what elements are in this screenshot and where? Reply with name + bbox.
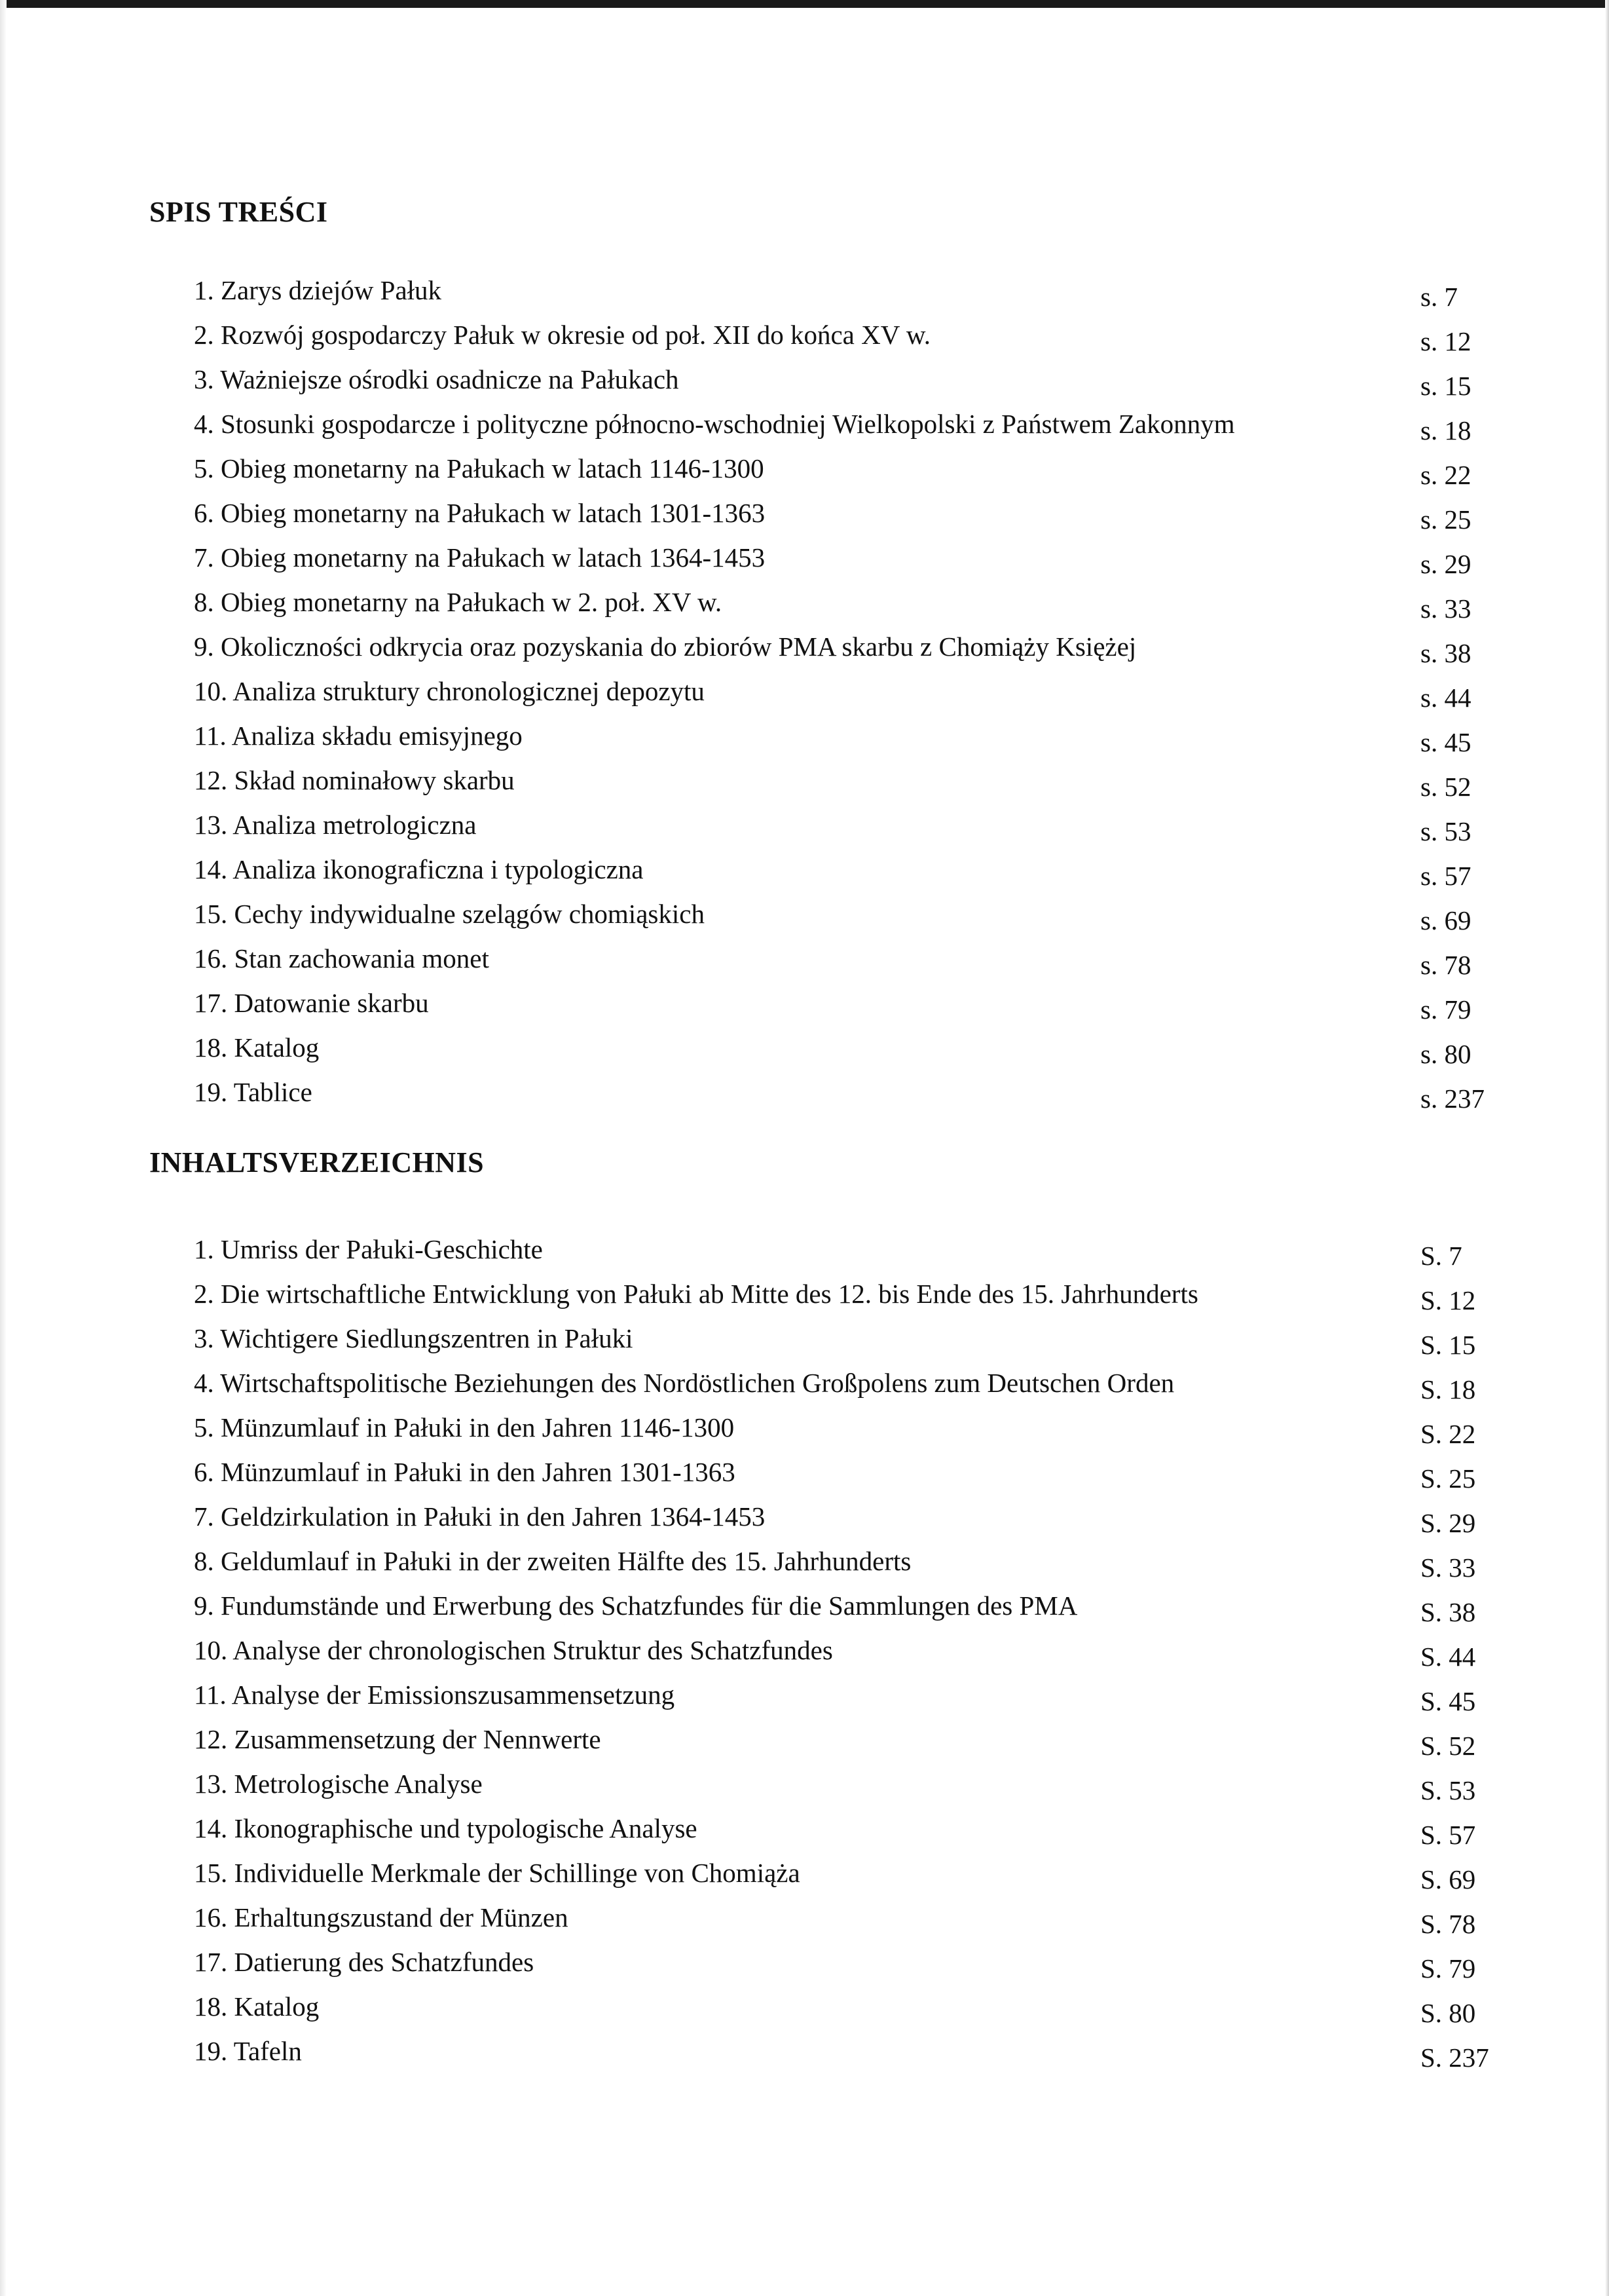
toc-entry-title: 6. Obieg monetarny na Pałukach w latach 1301-1363: [194, 498, 766, 528]
toc-entry-title: 2. Rozwój gospodarczy Pałuk w okresie od poł. XII do końca XV w.: [194, 320, 931, 350]
toc-entry: [194, 1228, 1461, 1273]
toc-entry-page: s. 78: [1420, 950, 1471, 980]
toc-entry-title: 13. Analiza metrologiczna: [194, 810, 477, 840]
toc-entry-title: 18. Katalog: [194, 1032, 320, 1063]
toc-entry: [194, 1026, 1471, 1071]
toc-entry-page: S. 80: [1420, 1998, 1476, 2028]
toc-entry-title: 14. Analiza ikonograficzna i typologiczna: [194, 854, 644, 884]
toc-entry: [194, 536, 1471, 581]
toc-entry-title: 15. Individuelle Merkmale der Schillinge von Chomiąża: [194, 1858, 800, 1888]
toc-entry-title: 1. Zarys dziejów Pałuk: [194, 275, 442, 305]
toc-entry-title: 13. Metrologische Analyse: [194, 1769, 483, 1799]
toc-entry-page: s. 80: [1420, 1039, 1471, 1069]
toc-entry-page: s. 38: [1420, 638, 1471, 668]
toc-entry-title: 11. Analiza składu emisyjnego: [194, 721, 523, 751]
toc-entry-page: s. 79: [1420, 994, 1471, 1025]
toc-entry-title: 9. Okoliczności odkrycia oraz pozyskania do zbiorów PMA skarbu z Chomiąży Księżej: [194, 631, 1137, 662]
toc-entry: [194, 2030, 1489, 2075]
toc-entry-title: 12. Skład nominałowy skarbu: [194, 765, 515, 795]
toc-entry-title: 16. Stan zachowania monet: [194, 943, 489, 973]
toc-entry: [194, 269, 1461, 314]
toc-entry-page: S. 15: [1420, 1330, 1476, 1360]
toc-entry-page: S. 38: [1420, 1597, 1476, 1627]
toc-entry-title: 3. Wichtigere Siedlungszentren in Pałuki: [194, 1323, 633, 1353]
scan-right-edge: [1605, 0, 1609, 2296]
toc-entry-title: 4. Wirtschaftspolitische Beziehungen des Nordöstlichen Großpolens zum Deutschen Orden: [194, 1368, 1175, 1398]
toc-entry: [194, 1585, 1476, 1629]
toc-entry-page: S. 52: [1420, 1731, 1476, 1761]
toc-entry-title: 2. Die wirtschaftliche Entwicklung von Pałuki ab Mitte des 12. bis Ende des 15. Jahrhunderts: [194, 1279, 1198, 1309]
toc-entry: [194, 982, 1471, 1026]
toc-entry-page: S. 12: [1420, 1285, 1476, 1315]
toc-entry-title: 8. Obieg monetarny na Pałukach w 2. poł. XV w.: [194, 587, 722, 617]
toc-entry-page: s. 53: [1420, 816, 1471, 846]
toc-entry-page: s. 57: [1420, 861, 1471, 891]
toc-entry: [194, 804, 1471, 848]
toc-entry-title: 19. Tafeln: [194, 2036, 302, 2066]
toc-entry-page: S. 45: [1420, 1686, 1476, 1716]
toc-entry: [194, 670, 1471, 715]
toc-entry-title: 7. Obieg monetarny na Pałukach w latach 1364-1453: [194, 542, 766, 573]
toc-entry-page: s. 52: [1420, 772, 1471, 802]
toc-entry-page: s. 15: [1420, 371, 1471, 401]
toc-entry-page: s. 25: [1420, 504, 1471, 535]
toc-entry: [194, 937, 1471, 982]
toc-entry: [194, 1629, 1476, 1674]
toc-entry-title: 9. Fundumstände und Erwerbung des Schatzfundes für die Sammlungen des PMA: [194, 1590, 1078, 1621]
toc-entry-page: S. 53: [1420, 1775, 1476, 1805]
toc-list-de: [194, 1228, 1489, 2075]
toc-entry-page: S. 79: [1420, 1953, 1476, 1984]
toc-entry-title: 5. Obieg monetarny na Pałukach w latach 1146-1300: [194, 453, 764, 483]
toc-entry: [194, 848, 1471, 893]
toc-entry: [194, 1362, 1476, 1406]
toc-entry-title: 7. Geldzirkulation in Pałuki in den Jahren 1364-1453: [194, 1501, 766, 1532]
section-heading-de: INHALTSVERZEICHNIS: [149, 1146, 485, 1178]
toc-entry-page: s. 7: [1420, 282, 1458, 312]
toc-entry-page: S. 44: [1420, 1642, 1476, 1672]
toc-entry-page: S. 237: [1420, 2042, 1489, 2073]
toc-entry-page: S. 78: [1420, 1909, 1476, 1939]
toc-entry: [194, 893, 1471, 937]
toc-entry: [194, 1406, 1476, 1451]
toc-entry-page: S. 69: [1420, 1864, 1476, 1894]
toc-entry: [194, 1451, 1476, 1496]
toc-entry-title: 18. Katalog: [194, 1991, 320, 2022]
toc-entry-title: 3. Ważniejsze ośrodki osadnicze na Pałukach: [194, 364, 679, 394]
toc-entry: [194, 1317, 1476, 1362]
toc-entry: [194, 1985, 1476, 2030]
toc-entry-page: S. 25: [1420, 1463, 1476, 1494]
toc-entry: [194, 358, 1471, 403]
toc-entry-title: 10. Analyse der chronologischen Struktur des Schatzfundes: [194, 1635, 833, 1665]
toc-entry: [194, 403, 1471, 447]
toc-entry-page: s. 12: [1420, 326, 1471, 356]
toc-entry: [194, 314, 1471, 358]
toc-entry-title: 17. Datierung des Schatzfundes: [194, 1947, 534, 1977]
toc-entry-page: S. 18: [1420, 1374, 1476, 1404]
toc-entry-title: 10. Analiza struktury chronologicznej depozytu: [194, 676, 705, 706]
scan-top-edge: [0, 0, 1609, 8]
toc-entry: [194, 626, 1471, 670]
toc-entry-title: 19. Tablice: [194, 1077, 312, 1107]
toc-entry: [194, 759, 1471, 804]
toc-entry-title: 16. Erhaltungszustand der Münzen: [194, 1902, 568, 1932]
toc-entry: [194, 1807, 1476, 1852]
toc-list-pl: [194, 269, 1485, 1116]
toc-entry-page: s. 22: [1420, 460, 1471, 490]
toc-entry: [194, 1852, 1476, 1896]
toc-entry-page: s. 44: [1420, 683, 1471, 713]
toc-entry: [194, 581, 1471, 626]
toc-entry-title: 8. Geldumlauf in Pałuki in der zweiten Hälfte des 15. Jahrhunderts: [194, 1546, 912, 1576]
toc-entry-page: s. 45: [1420, 727, 1471, 757]
toc-entry-page: s. 237: [1420, 1083, 1485, 1114]
toc-entry: [194, 1941, 1476, 1985]
toc-entry-title: 12. Zusammensetzung der Nennwerte: [194, 1724, 601, 1754]
scan-left-edge: [0, 0, 7, 2296]
toc-entry-title: 17. Datowanie skarbu: [194, 988, 429, 1018]
toc-entry: [194, 492, 1471, 536]
toc-entry-title: 4. Stosunki gospodarcze i polityczne północno-wschodniej Wielkopolski z Państwem Zakonnym: [194, 409, 1235, 439]
toc-entry-page: s. 69: [1420, 905, 1471, 935]
toc-entry-title: 5. Münzumlauf in Pałuki in den Jahren 1146-1300: [194, 1412, 735, 1442]
section-heading-pl: SPIS TREŚCI: [149, 196, 328, 228]
toc-entry-page: s. 33: [1420, 593, 1471, 624]
toc-entry-page: S. 57: [1420, 1820, 1476, 1850]
toc-entry: [194, 447, 1471, 492]
toc-entry-title: 14. Ikonographische und typologische Analyse: [194, 1813, 697, 1843]
toc-entry-page: S. 29: [1420, 1508, 1476, 1538]
toc-entry-title: 11. Analyse der Emissionszusammensetzung: [194, 1680, 675, 1710]
toc-entry-page: S. 33: [1420, 1553, 1476, 1583]
toc-entry-title: 6. Münzumlauf in Pałuki in den Jahren 1301-1363: [194, 1457, 735, 1487]
toc-entry: [194, 1674, 1476, 1718]
toc-entry-title: 15. Cechy indywidualne szelągów chomiąskich: [194, 899, 705, 929]
toc-entry-page: S. 7: [1420, 1241, 1462, 1271]
toc-entry-title: 1. Umriss der Pałuki-Geschichte: [194, 1234, 543, 1264]
toc-entry: [194, 1496, 1476, 1540]
toc-entry: [194, 1273, 1476, 1317]
toc-entry-page: s. 29: [1420, 549, 1471, 579]
toc-entry-page: s. 18: [1420, 415, 1471, 445]
toc-entry-page: S. 22: [1420, 1419, 1476, 1449]
toc-entry: [194, 1896, 1476, 1941]
toc-entry: [194, 1071, 1485, 1116]
toc-entry: [194, 1540, 1476, 1585]
toc-entry: [194, 1763, 1476, 1807]
toc-entry: [194, 715, 1471, 759]
toc-entry: [194, 1718, 1476, 1763]
